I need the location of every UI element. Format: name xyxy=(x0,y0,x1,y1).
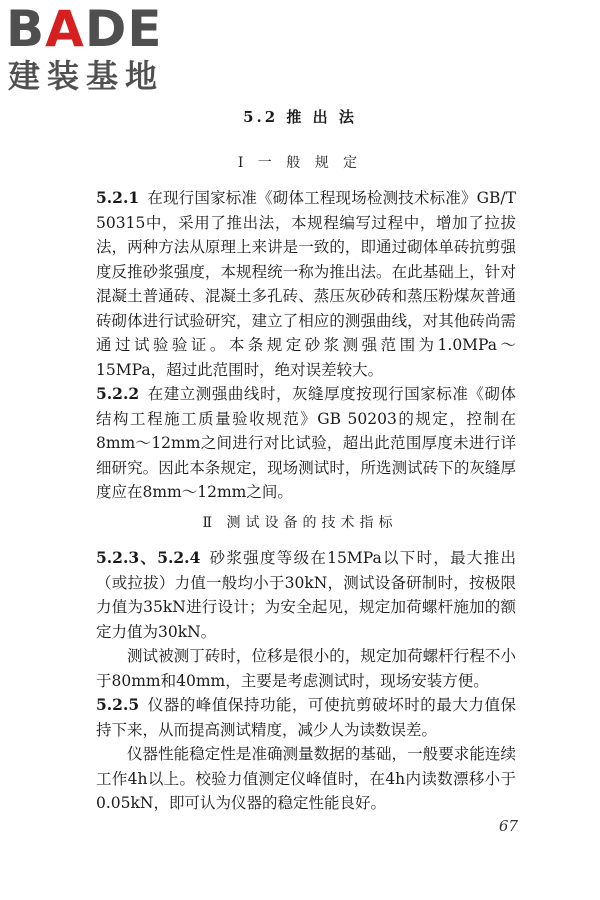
part2-heading: Ⅱ 测试设备的技术指标 xyxy=(202,515,398,531)
clause-text: 在现行国家标准《砌体工程现场检测技术标准》GB/T 50315中，采用了推出法，本规程编写过程中，增加了拉拔法，两种方法从原理上来讲是一致的，即通过砌体单砖抗剪强度反推砂浆强度，本规程统一称为推出法。在此基础上，针对混凝土普通砖、混凝土多孔砖、蒸压灰砂砖和蒸压粉煤灰普通砖砌体进行试验研究，建立了相应的测强曲线，对其他砖尚需通过试验验证。本条规定砂浆测强范围为1.0MPa～15MPa，超过此范围时，绝对误差较大。 xyxy=(96,189,516,379)
clause-5-2-2 xyxy=(96,382,516,505)
clause-number: 5.2.3、5.2.4 xyxy=(96,548,201,567)
page-number: 67 xyxy=(498,817,518,835)
clause-paragraph: 测试被测丁砖时，位移是很小的，规定加荷螺杆行程不小于80mm和40mm，主要是考虑测试时，现场安装方便。 xyxy=(96,647,516,690)
clause-5-2-3-5-2-4 xyxy=(96,546,516,644)
part2-body xyxy=(96,546,516,816)
clause-number: 5.2.5 xyxy=(96,695,140,714)
logo-chinese-text: 建装基地 xyxy=(8,57,165,95)
clause-text: 在建立测强曲线时，灰缝厚度按现行国家标准《砌体结构工程施工质量验收规范》GB 50203的规定，控制在8mm～12mm之间进行对比试验，超出此范围厚度未进行详细研究。因此本条规定，现场测试时，所选测试砖下的灰缝厚度应在8mm～12mm之间。 xyxy=(96,385,516,501)
clause-number: 5.2.2 xyxy=(96,384,140,403)
logo-wordmark: BADE xyxy=(6,0,163,58)
clause-paragraph: 仪器性能稳定性是准确测量数据的基础，一般要求能连续工作4h以上。校验力值测定仪峰值时，在4h内读数漂移小于0.05kN，即可认为仪器的稳定性能良好。 xyxy=(96,745,516,812)
clause-text: 砂浆强度等级在15MPa以下时，最大推出（或拉拔）力值一般均小于30kN，测试设备研制时，按极限力值为35kN进行设计；为安全起见，规定加荷螺杆施加的额定力值为30kN。 xyxy=(96,549,516,641)
clause-text: 仪器的峰值保持功能，可使抗剪破坏时的最大力值保持下来，从而提高测试精度，减少人为读数误差。 xyxy=(96,696,516,739)
clause-number: 5.2.1 xyxy=(96,188,140,207)
part1-body xyxy=(96,186,516,505)
clause-5-2-1 xyxy=(96,186,516,382)
clause-5-2-5 xyxy=(96,693,516,742)
part1-heading: Ⅰ 一 般 规 定 xyxy=(237,155,363,171)
section-title: 5.2 推 出 法 xyxy=(243,108,357,126)
publisher-logo xyxy=(6,0,178,96)
